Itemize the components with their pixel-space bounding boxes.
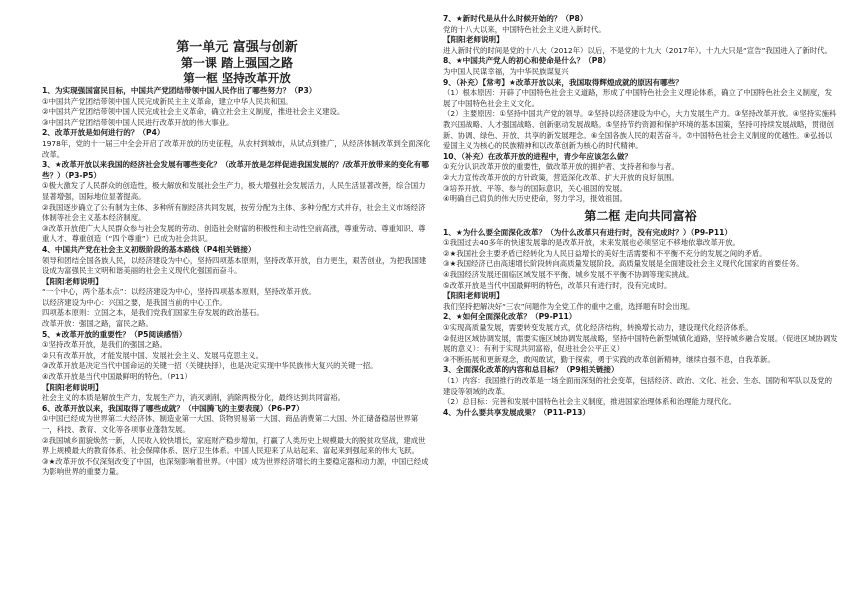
answer-paragraph: ④明确自己肩负的伟大历史使命，努力学习，报效祖国。 xyxy=(443,194,628,204)
frame-title: 第一框 坚持改革开放 xyxy=(183,71,291,85)
answer-paragraph: ④我国经济发展还面临区域发展不平衡、城乡发展不平衡不协调等现实挑战。 xyxy=(443,270,694,280)
answer-paragraph: 领导和团结全国各族人民，以经济建设为中心，坚持四项基本原则，坚持改革开放，自力更生，艰苦创业，为把我国建设成为富强民主文明和谐美丽的社会主义现代化强国而奋斗。 xyxy=(42,255,427,276)
answer-paragraph: 为中国人民谋幸福，为中华民族谋复兴 xyxy=(443,66,569,76)
answer-paragraph: 1978年，党的十一届三中全会开启了改革开放的历史征程，从农村到城市，从试点到推广，从经济体制改革到全面深化改革。 xyxy=(42,138,431,159)
left-column xyxy=(42,0,432,595)
answer-paragraph: ③中国共产党团结带领中国人民进行改革开放的伟大事业。 xyxy=(42,117,234,127)
answer-paragraph: ③改革开放使广大人民群众参与社会发展的劳动、创造社会财富的积极性和主动性空前高涨，尊重劳动、尊重知识、尊重人才、尊重创造（“四个尊重”）已成为社会共识。 xyxy=(42,223,426,244)
answer-paragraph: 进入新时代的时间是党的十八大（2012年）以后，不是党的十九大（2017年）。十九大只是“宣告”我国进入了新时代。 xyxy=(443,45,832,55)
answer-paragraph: 社会主义的本质是解放生产力，发展生产力，消灭剥削，消除两极分化，最终达到共同富裕。 xyxy=(42,393,346,403)
answer-paragraph: ②★我国社会主要矛盾已经转化为人民日益增长的美好生活需要和不平衡不充分的发展之间的矛盾。 xyxy=(443,248,767,258)
lesson-title: 第一课 踏上强国之路 xyxy=(180,56,294,70)
answer-paragraph: ②促进区域协调发展，需要实施区域协调发展战略，坚持中国特色新型城镇化道路，坚持城乡融合发展。（促进区域协调发展的意义）：有利于实现共同富裕，促进社会公平正义） xyxy=(443,333,838,354)
answer-paragraph: ③★改革开放不仅深刻改变了中国，也深刻影响着世界。（中国）成为世界经济增长的主要稳定器和动力源，中国已经成为影响世界的重要力量。 xyxy=(42,456,429,477)
answer-paragraph: （2）主要原因：①坚持中国共产党的领导。②坚持以经济建设为中心，大力发展生产力。③坚持改革开放。④坚持实施科教兴国战略、人才强国战略、创新驱动发展战略。⑤坚持节约资源和保护环境的基本国策，坚持可持续发展战略，贯彻创新、协调、绿色、开放、共享的新发展理念。⑥全国各族人民的艰苦奋斗。⑦中国特色社会主义制度的优越性。⑧弘扬以爱国主义为核心的民族精神和以改革创新为核心的时代精神。 xyxy=(443,109,837,151)
question-heading: 1、★为什么要全面深化改革？（为什么改革只有进行时，没有完成时？）（P9-P11） xyxy=(443,227,733,237)
answer-paragraph: ①实现高质量发展，需要转变发展方式，优化经济结构，转换增长动力，建设现代化经济体系。 xyxy=(443,323,753,333)
right-content-top xyxy=(443,14,838,205)
right-content-bottom xyxy=(443,228,838,419)
answer-paragraph: ①充分认识改革开放的重要性，做改革开放的拥护者、支持者和参与者。 xyxy=(443,162,679,172)
teacher-note-tag: 【阳阳老师说明】 xyxy=(443,35,504,45)
answer-paragraph: ①中国已经成为世界第二大经济体、制造业第一大国、货物贸易第一大国、商品消费第二大国、外汇储备稳居世界第一，科技、教育、文化等各项事业蓬勃发展。 xyxy=(42,414,419,434)
right-column xyxy=(443,0,838,595)
answer-paragraph: ①我国过去40多年的快速发展靠的是改革开放，未来发展也必须坚定不移地依靠改革开放。 xyxy=(443,238,740,248)
answer-paragraph: ③★我国经济已由高速增长阶段转向高质量发展阶段。高质量发展是全面建设社会主义现代化国家的首要任务。 xyxy=(443,259,804,269)
answer-paragraph: 以经济建设为中心：兴国之要，是我国当前的中心工作。 xyxy=(42,297,227,307)
answer-paragraph: （1）根本原因：开辟了中国特色社会主义道路，形成了中国特色社会主义理论体系，确立了中国特色社会主义制度，发展了中国特色社会主义文化。 xyxy=(443,88,833,108)
answer-paragraph: ②我国城乡面貌焕然一新，人民收入较快增长，家庭财产稳步增加，打赢了人类历史上规模最大的脱贫攻坚战，建成世界上规模最大的教育体系、社会保障体系、医疗卫生体系。中国人民迎来了从站起来、富起来到强起来的伟大飞跃。 xyxy=(42,435,426,456)
question-heading: 4、为什么要共享发展成果？（P11-P13） xyxy=(443,407,591,417)
question-heading: 8、★中国共产党人的初心和使命是什么？（P8） xyxy=(443,56,611,66)
answer-paragraph: ①中国共产党团结带领中国人民完成新民主主义革命，建立中华人民共和国。 xyxy=(42,96,293,106)
question-heading: 2、改革开放是如何进行的？（P4） xyxy=(42,128,165,138)
answer-paragraph: ③培养开放、平等、参与的国际意识，关心祖国的发展。 xyxy=(443,183,628,193)
answer-paragraph: ④改革开放是当代中国最鲜明的特色。（P11） xyxy=(42,372,192,382)
question-heading: 2、★如何全面深化改革？（P9-P11） xyxy=(443,312,577,322)
answer-paragraph: “一个中心，两个基本点”：以经济建设为中心，坚持四项基本原则，坚持改革开放。 xyxy=(42,287,316,297)
unit-title: 第一单元 富强与创新 xyxy=(176,40,298,55)
teacher-note-tag: 【阳阳老师说明】 xyxy=(42,382,103,392)
question-heading: 3、★改革开放以来我国的经济社会发展有哪些变化？（改革开放是怎样促进我国发展的？/改革开放带来的变化有哪些？）（P3-P5） xyxy=(42,160,429,180)
answer-paragraph: ②我国逐步确立了公有制为主体、多种所有制经济共同发展，按劳分配为主体、多种分配方式并存，社会主义市场经济体制等社会主义基本经济制度。 xyxy=(42,202,426,223)
question-heading: 9、（补充）【常考】★改革开放以来，我国取得辉煌成就的原因有哪些？ xyxy=(443,77,683,87)
answer-paragraph: ②大力宣传改革开放的方针政策，营造深化改革、扩大开放的良好氛围。 xyxy=(443,172,679,182)
answer-paragraph: 我们坚持把解决好“三农”问题作为全党工作的重中之重，选择题有时会出现。 xyxy=(443,301,695,311)
question-heading: 7、★新时代是从什么时候开始的？（P8） xyxy=(443,14,588,23)
answer-paragraph: （2）总目标：完善和发展中国特色社会主义制度，推进国家治理体系和治理能力现代化。 xyxy=(443,397,736,407)
section-title: 第二框 走向共同富裕 xyxy=(584,208,697,223)
teacher-note-tag: 【阳阳老师说明】 xyxy=(42,276,103,286)
answer-paragraph: （1）内容：我国推行的改革是一场全面而深刻的社会变革，包括经济、政治、文化、社会、生态、国防和军队以及党的建设等领域的改革。 xyxy=(443,376,833,396)
answer-paragraph: ③改革开放是决定当代中国命运的关键一招（关键抉择），也是决定实现中华民族伟大复兴的关键一招。 xyxy=(42,361,378,371)
answer-paragraph: ⑤改革开放是当代中国最鲜明的特色，改革只有进行时，没有完成时。 xyxy=(443,280,672,290)
teacher-note-tag: 【阳阳老师说明】 xyxy=(443,291,504,301)
left-content xyxy=(42,86,432,478)
answer-paragraph: 四项基本原则：立国之本，是我们党我们国家生存发展的政治基石。 xyxy=(42,308,264,318)
question-heading: 4、中国共产党在社会主义初级阶段的基本路线（P4相关链接） xyxy=(42,244,256,254)
answer-paragraph: ②只有改革开放，才能发展中国、发展社会主义、发展马克思主义。 xyxy=(42,350,263,360)
question-heading: 6、改革开放以来，我国取得了哪些成就？（中国腾飞的主要表现）（P6-P7） xyxy=(42,403,304,413)
answer-paragraph: 改革开放：强国之路，富民之路。 xyxy=(42,319,153,329)
answer-paragraph: ①坚持改革开放，是我们的强国之路。 xyxy=(42,340,167,350)
question-heading: 1、为实现强国富民目标，中国共产党团结带领中国人民作出了哪些努力？（P3） xyxy=(42,86,317,95)
question-heading: 3、全面深化改革的内容和总目标？（P9相关链接） xyxy=(443,365,619,375)
answer-paragraph: 党的十八大以来，中国特色社会主义进入新时代。 xyxy=(443,24,606,34)
question-heading: 10、（补充）在改革开放的进程中，青少年应该怎么做？ xyxy=(443,151,633,161)
answer-paragraph: ②中国共产党团结带领中国人民完成社会主义革命，确立社会主义制度，推进社会主义建设。 xyxy=(42,107,345,117)
question-heading: 5、★改革开放的重要性？（P5阅读感悟） xyxy=(42,329,187,339)
answer-paragraph: ③不断拓展和更新观念，敢闯敢试，勤于探索，勇于实践的改革创新精神，继续自强不息，自我革新。 xyxy=(443,354,775,364)
answer-paragraph: ①极大激发了人民群众的创造性，极大解放和发展社会生产力，极大增强社会发展活力，人民生活显著改善，综合国力显著增强，国际地位显著提高。 xyxy=(42,181,426,201)
